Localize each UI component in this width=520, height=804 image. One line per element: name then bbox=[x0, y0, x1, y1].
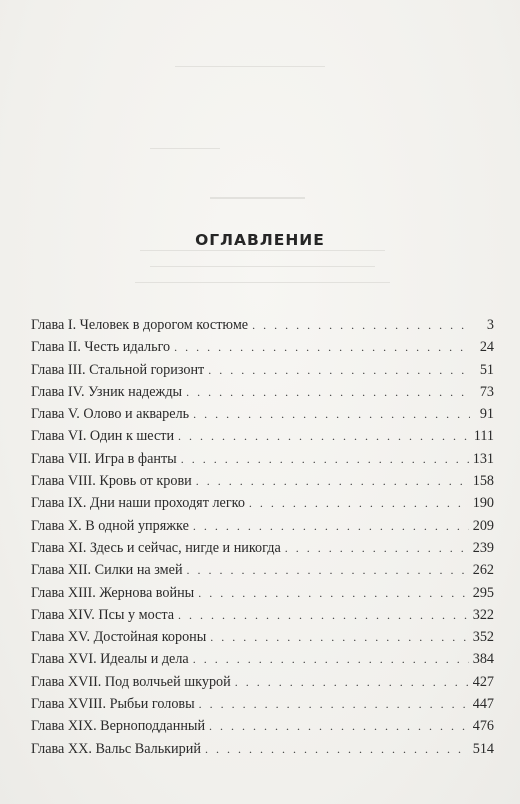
bleed-through-mark bbox=[150, 266, 375, 267]
toc-dot-leader bbox=[196, 470, 469, 492]
toc-dot-leader bbox=[199, 693, 469, 715]
toc-entry-page-number: 111 bbox=[473, 428, 494, 445]
toc-entry-page-number: 190 bbox=[472, 495, 494, 512]
toc-entry bbox=[31, 648, 494, 670]
toc-entry-title: Глава XVI. Идеалы и дела bbox=[31, 651, 189, 668]
toc-entry-title: Глава IX. Дни наши проходят легко bbox=[31, 495, 245, 512]
toc-dot-leader bbox=[186, 381, 470, 403]
toc-entry-page-number: 73 bbox=[479, 383, 494, 400]
toc-entry bbox=[31, 359, 494, 381]
toc-entry-title: Глава XVIII. Рыбьи головы bbox=[31, 696, 195, 713]
toc-entry bbox=[31, 671, 494, 693]
toc-entry bbox=[31, 336, 494, 358]
toc-entry-title: Глава XV. Достойная короны bbox=[31, 629, 207, 646]
toc-entry-title: Глава VIII. Кровь от крови bbox=[31, 473, 192, 490]
toc-entry-page-number: 476 bbox=[472, 718, 494, 735]
toc-dot-leader bbox=[198, 582, 469, 604]
toc-entry bbox=[31, 314, 494, 336]
toc-entry-page-number: 447 bbox=[472, 696, 494, 713]
toc-entry-page-number: 209 bbox=[472, 517, 494, 534]
toc-entry bbox=[31, 626, 494, 648]
bleed-through-mark bbox=[140, 250, 385, 251]
toc-dot-leader bbox=[235, 671, 469, 693]
toc-entry-title: Глава III. Стальной горизонт bbox=[31, 361, 205, 378]
bleed-through-mark bbox=[210, 197, 305, 199]
toc-dot-leader bbox=[178, 604, 469, 626]
toc-entry bbox=[31, 448, 494, 470]
toc-entry bbox=[31, 693, 494, 715]
bleed-through-mark bbox=[150, 148, 220, 149]
toc-entry bbox=[31, 715, 494, 737]
toc-entry-page-number: 427 bbox=[472, 673, 494, 690]
toc-entry-page-number: 239 bbox=[472, 539, 494, 556]
contents-heading: ОГЛАВЛЕНИЕ bbox=[195, 231, 325, 249]
toc-entry-page-number: 322 bbox=[472, 606, 494, 623]
toc-dot-leader bbox=[193, 648, 469, 670]
toc-entry-title: Глава XVII. Под волчьей шкурой bbox=[31, 673, 231, 690]
toc-entry-title: Глава IV. Узник надежды bbox=[31, 383, 183, 400]
toc-entry-title: Глава VI. Один к шести bbox=[31, 428, 175, 445]
toc-entry-page-number: 3 bbox=[486, 317, 494, 333]
toc-entry-page-number: 352 bbox=[472, 629, 494, 646]
toc-entry-title: Глава XIII. Жернова войны bbox=[31, 584, 195, 601]
table-of-contents bbox=[31, 314, 494, 760]
toc-dot-leader bbox=[285, 537, 469, 559]
toc-entry bbox=[31, 604, 494, 626]
toc-entry bbox=[31, 582, 494, 604]
toc-dot-leader bbox=[181, 448, 469, 470]
toc-entry-page-number: 514 bbox=[472, 740, 494, 757]
toc-entry-title: Глава II. Честь идальго bbox=[31, 339, 171, 356]
bleed-through-mark bbox=[135, 282, 390, 283]
toc-entry bbox=[31, 403, 494, 425]
toc-dot-leader bbox=[193, 515, 469, 537]
toc-entry-title: Глава I. Человек в дорогом костюме bbox=[31, 317, 249, 333]
toc-entry-page-number: 24 bbox=[479, 339, 494, 356]
toc-entry bbox=[31, 738, 494, 760]
toc-entry bbox=[31, 492, 494, 514]
toc-dot-leader bbox=[249, 492, 469, 514]
toc-entry-title: Глава XX. Вальс Валькирий bbox=[31, 740, 201, 757]
toc-entry-title: Глава XII. Силки на змей bbox=[31, 562, 183, 579]
toc-entry bbox=[31, 470, 494, 492]
toc-entry bbox=[31, 515, 494, 537]
toc-entry-page-number: 51 bbox=[479, 361, 494, 378]
toc-entry bbox=[31, 559, 494, 581]
toc-entry-title: Глава XIV. Псы у моста bbox=[31, 606, 175, 623]
toc-dot-leader bbox=[208, 359, 470, 381]
toc-entry bbox=[31, 425, 494, 447]
toc-entry-page-number: 262 bbox=[472, 562, 494, 579]
toc-entry bbox=[31, 537, 494, 559]
toc-entry-page-number: 91 bbox=[479, 406, 494, 423]
toc-entry-title: Глава X. В одной упряжке bbox=[31, 517, 189, 534]
toc-dot-leader bbox=[205, 738, 469, 760]
toc-entry-title: Глава XI. Здесь и сейчас, нигде и никогда bbox=[31, 539, 281, 556]
toc-entry-page-number: 295 bbox=[472, 584, 494, 601]
toc-dot-leader bbox=[193, 403, 470, 425]
toc-entry-page-number: 131 bbox=[472, 450, 494, 467]
toc-entry-title: Глава VII. Игра в фанты bbox=[31, 450, 177, 467]
toc-entry-title: Глава XIX. Верноподданный bbox=[31, 718, 206, 735]
toc-dot-leader bbox=[210, 626, 468, 648]
toc-dot-leader bbox=[209, 715, 469, 737]
toc-dot-leader bbox=[178, 425, 470, 447]
toc-dot-leader bbox=[174, 336, 470, 358]
toc-dot-leader bbox=[252, 314, 470, 336]
toc-dot-leader bbox=[187, 559, 469, 581]
toc-entry-title: Глава V. Олово и акварель bbox=[31, 406, 190, 423]
bleed-through-mark bbox=[175, 66, 325, 67]
toc-entry-page-number: 384 bbox=[472, 651, 494, 668]
toc-entry-page-number: 158 bbox=[472, 473, 494, 490]
toc-entry bbox=[31, 381, 494, 403]
